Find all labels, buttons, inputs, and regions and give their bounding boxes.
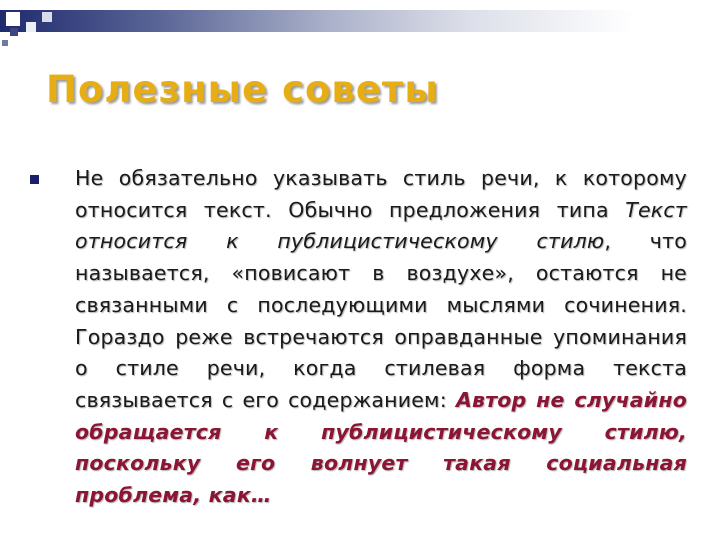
italic-example: Текст относится к публицистическому стилю xyxy=(75,197,687,254)
bullet-square-icon xyxy=(30,175,39,184)
decor-square xyxy=(6,12,20,26)
slide-title: Полезные советы xyxy=(46,68,439,111)
decor-square xyxy=(10,28,18,36)
paragraph-text-part-1: Не обязательно указывать стиль речи, к которому относится текст. Обычно предложения типа xyxy=(75,166,687,222)
paragraph-text-part-2: , что называется, «повисают в воздухе», остаются не связанными с последующими мыслями сочинения. Гораздо реже встречаются оправданные упоминания о стиле речи, когда стилевая форма текста связывается с его содержанием: xyxy=(75,229,687,412)
decor-square xyxy=(2,40,8,46)
decor-square xyxy=(42,12,52,22)
decor-square xyxy=(26,22,36,32)
highlighted-example: Автор не случайно обращается к публицистическому стилю, поскольку его волнует такая социальная проблема, как… xyxy=(75,387,687,508)
top-decorative-bar xyxy=(0,10,720,32)
body-paragraph xyxy=(75,163,687,512)
